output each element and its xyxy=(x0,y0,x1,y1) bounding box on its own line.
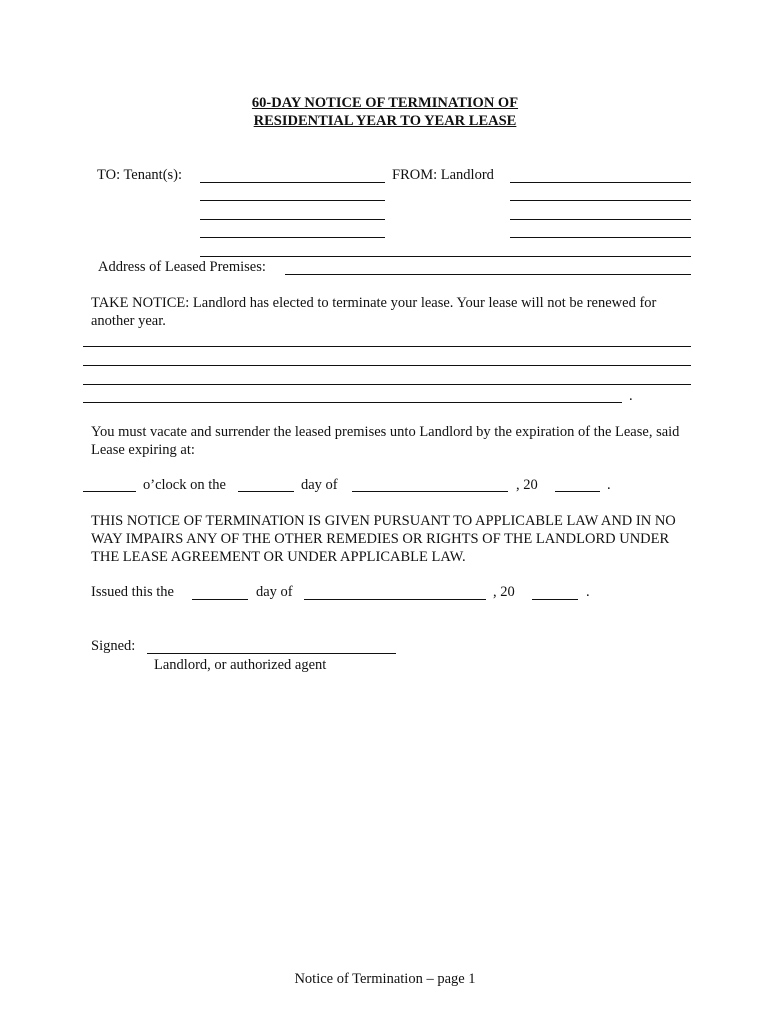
address-label: Address of Leased Premises: xyxy=(98,259,266,275)
document-title-line1: 60-DAY NOTICE OF TERMINATION OF xyxy=(251,95,519,111)
notice-detail-line-4[interactable] xyxy=(83,402,622,403)
issued-month-blank[interactable] xyxy=(304,599,486,600)
document-title-line2: RESIDENTIAL YEAR TO YEAR LEASE xyxy=(253,113,517,129)
oclock-label: o’clock on the xyxy=(143,477,226,493)
expiry-day-blank[interactable] xyxy=(238,491,294,492)
issued-day-of-label: day of xyxy=(256,584,293,600)
hour-blank[interactable] xyxy=(83,491,136,492)
notice-detail-line-2[interactable] xyxy=(83,365,691,366)
expiry-day-of-label: day of xyxy=(301,477,338,493)
notice-period: . xyxy=(629,388,633,404)
notice-detail-line-3[interactable] xyxy=(83,384,691,385)
tenant-name-line-1[interactable] xyxy=(200,182,385,183)
signature-caption: Landlord, or authorized agent xyxy=(154,657,327,673)
issued-period: . xyxy=(586,584,590,600)
issued-year-blank[interactable] xyxy=(532,599,578,600)
issued-year-prefix: , 20 xyxy=(493,584,515,600)
landlord-name-line-1[interactable] xyxy=(510,182,691,183)
page-footer: Notice of Termination – page 1 xyxy=(294,971,476,987)
expiry-month-blank[interactable] xyxy=(352,491,508,492)
take-notice-paragraph: TAKE NOTICE: Landlord has elected to terminate your lease. Your lease will not be renewed for another year. xyxy=(91,295,657,329)
expiry-year-blank[interactable] xyxy=(555,491,600,492)
signature-line[interactable] xyxy=(147,653,396,654)
landlord-name-line-2[interactable] xyxy=(510,200,691,201)
address-line[interactable] xyxy=(285,274,691,275)
issued-day-blank[interactable] xyxy=(192,599,248,600)
address-extra-line[interactable] xyxy=(200,256,691,257)
issued-label: Issued this the xyxy=(91,584,174,600)
to-tenants-label: TO: Tenant(s): xyxy=(97,167,183,183)
tenant-name-line-2[interactable] xyxy=(200,200,385,201)
from-landlord-label: FROM: Landlord xyxy=(392,167,494,183)
signed-label: Signed: xyxy=(91,638,136,654)
landlord-name-line-3[interactable] xyxy=(510,219,691,220)
expiry-period: . xyxy=(607,477,611,493)
tenant-name-line-4[interactable] xyxy=(200,237,385,238)
vacate-paragraph: You must vacate and surrender the leased premises unto Landlord by the expiration of the Lease, said Lease expiring at: xyxy=(91,424,680,458)
tenant-name-line-3[interactable] xyxy=(200,219,385,220)
legal-notice-paragraph: THIS NOTICE OF TERMINATION IS GIVEN PURSUANT TO APPLICABLE LAW AND IN NO WAY IMPAIRS ANY OF THE OTHER REMEDIES OR RIGHTS OF THE LANDLORD UNDER THE LEASE AGREEMENT OR UNDER APPLICABLE LAW. xyxy=(91,513,676,565)
expiry-year-prefix: , 20 xyxy=(516,477,538,493)
landlord-name-line-4[interactable] xyxy=(510,237,691,238)
notice-detail-line-1[interactable] xyxy=(83,346,691,347)
